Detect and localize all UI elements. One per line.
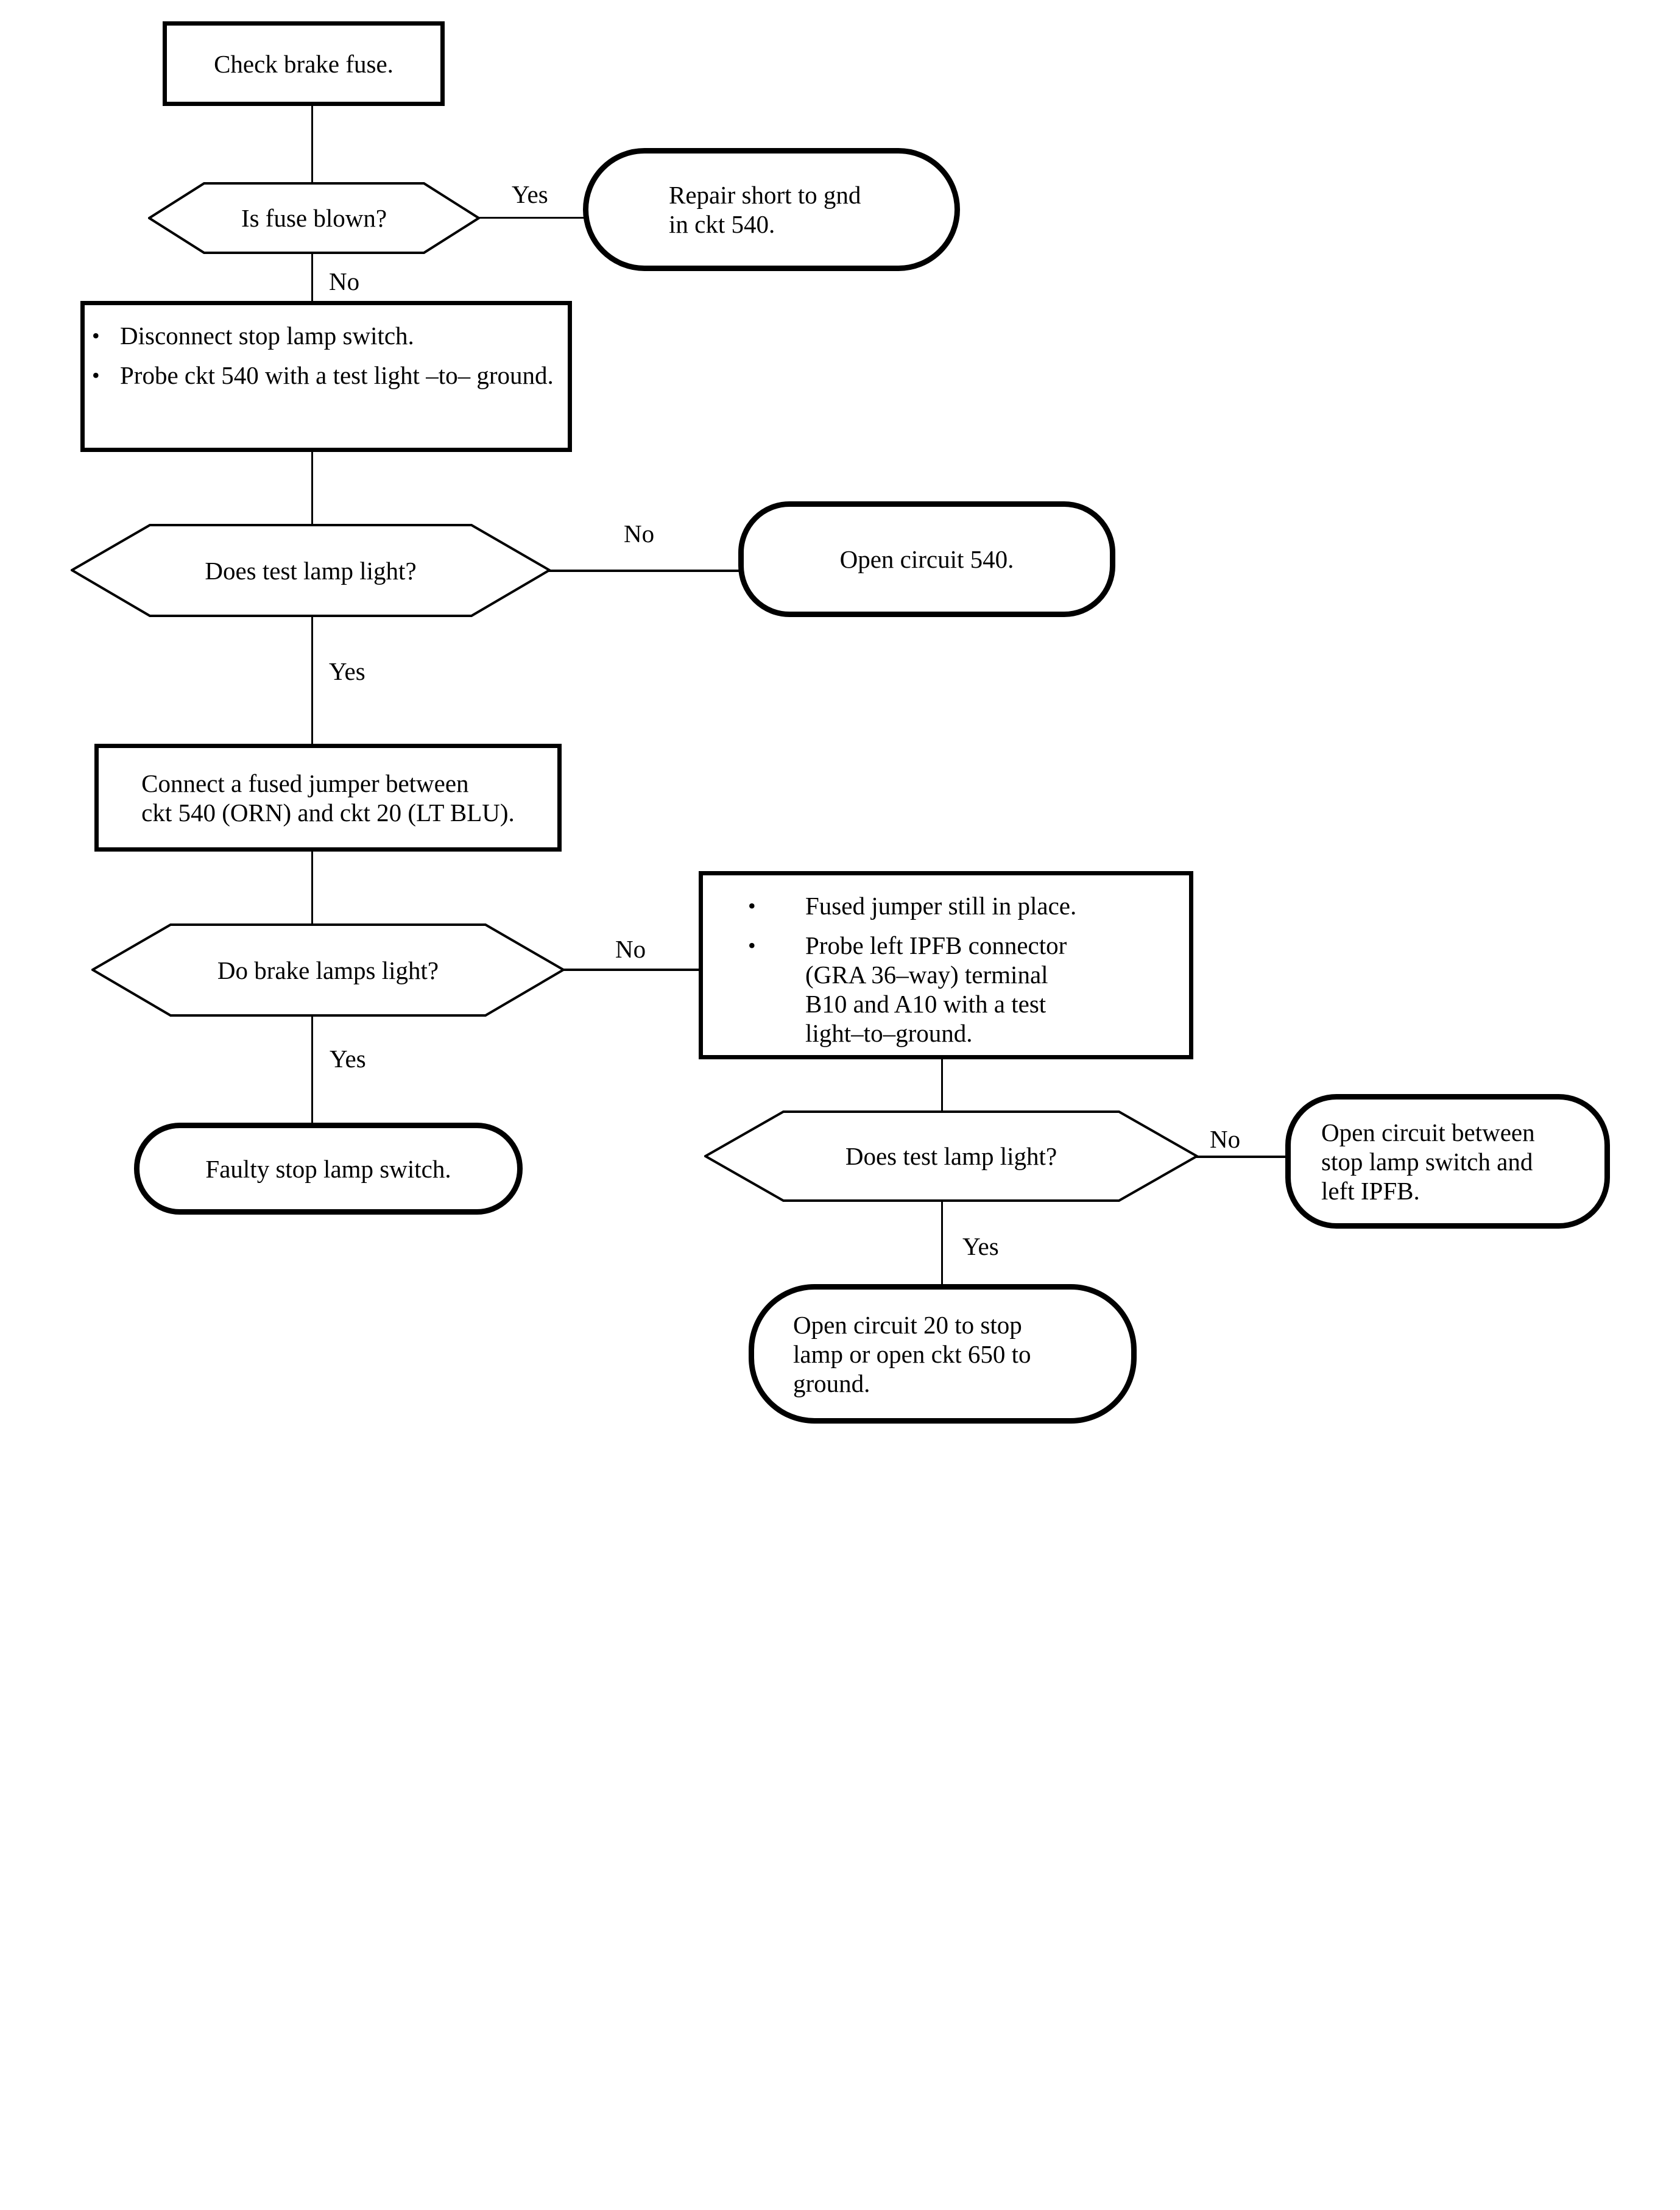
- connector-no-to-action2: [562, 969, 701, 971]
- terminal-repair-short-line1: Repair short to gnd: [669, 181, 861, 209]
- decision-does-test-lamp-light-1-label: Does test lamp light?: [205, 556, 417, 585]
- action2-bullet2-line1: Probe left IPFB connector: [805, 931, 1067, 959]
- connector-yes-to-jumper: [311, 615, 313, 746]
- terminal-open-circuit-20: [749, 1284, 1137, 1424]
- action2-bullet2-line4: light–to–ground.: [805, 1019, 973, 1047]
- yes-label-test-lamp-2: Yes: [962, 1232, 999, 1260]
- terminal-faulty-stop-lamp-switch-label: Faulty stop lamp switch.: [205, 1154, 451, 1183]
- connector-no-to-open-between: [1196, 1156, 1288, 1158]
- terminal-open-circuit-20-line2: lamp or open ckt 650 to: [793, 1340, 1031, 1368]
- terminal-open-circuit-between-line2: stop lamp switch and: [1321, 1147, 1533, 1176]
- action-connect-jumper: [94, 744, 562, 852]
- bullet-icon: •: [748, 933, 756, 958]
- decision-do-brake-lamps-light: [91, 923, 565, 1017]
- action-connect-jumper-line1: Connect a fused jumper between: [141, 769, 469, 797]
- bullet-icon: •: [92, 323, 100, 348]
- bullet-icon: •: [748, 894, 756, 918]
- connector-no-to-action1: [311, 253, 313, 303]
- yes-label-fuse-blown: Yes: [512, 180, 548, 208]
- decision-do-brake-lamps-light-label: Do brake lamps light?: [217, 956, 439, 984]
- connector-jumper-to-brake-lamps: [311, 849, 313, 927]
- terminal-open-circuit-540: [738, 501, 1115, 617]
- terminal-repair-short-line2: in ckt 540.: [669, 210, 775, 238]
- action-disconnect-and-probe: [80, 301, 572, 452]
- yes-label-test-lamp-1: Yes: [329, 657, 365, 685]
- bullet-item: [748, 931, 1189, 1048]
- terminal-repair-short: [583, 148, 960, 271]
- connector-action2-to-test-lamp2: [941, 1057, 943, 1114]
- bullet-icon: •: [92, 363, 100, 387]
- yes-label-brake-lamps: Yes: [330, 1045, 366, 1073]
- terminal-open-circuit-between-line3: left IPFB.: [1321, 1176, 1420, 1205]
- action1-bullet2-text: Probe ckt 540 with a test light –to– ground.: [120, 361, 554, 389]
- action2-bullet2-line3: B10 and A10 with a test: [805, 990, 1046, 1018]
- terminal-open-circuit-between: [1285, 1094, 1610, 1229]
- terminal-open-circuit-between-line1: Open circuit between: [1321, 1118, 1535, 1146]
- bullet-item: [92, 321, 564, 350]
- bullet-item: [748, 891, 1189, 920]
- connector-action1-to-test-lamp1: [311, 450, 313, 528]
- decision-is-fuse-blown-label: Is fuse blown?: [241, 204, 387, 232]
- decision-is-fuse-blown: [148, 182, 480, 254]
- no-label-brake-lamps: No: [615, 935, 646, 963]
- action-connect-jumper-line2: ckt 540 (ORN) and ckt 20 (LT BLU).: [141, 798, 515, 827]
- action1-bullet1-text: Disconnect stop lamp switch.: [120, 322, 414, 350]
- action-probe-ipfb: [699, 871, 1193, 1059]
- terminal-faulty-stop-lamp-switch: [134, 1123, 523, 1215]
- no-label-test-lamp-2: No: [1210, 1125, 1241, 1153]
- connector-yes-to-open-circuit-20: [941, 1200, 943, 1287]
- action2-bullet2-line2: (GRA 36–way) terminal: [805, 961, 1048, 989]
- connector-no-to-open-540: [548, 570, 741, 572]
- terminal-open-circuit-540-label: Open circuit 540.: [839, 545, 1014, 573]
- start-node-label: Check brake fuse.: [214, 49, 394, 78]
- decision-does-test-lamp-light-2: [704, 1110, 1198, 1202]
- terminal-open-circuit-20-line3: ground.: [793, 1369, 870, 1397]
- connector-yes-to-repair-short: [479, 217, 585, 219]
- connector-yes-to-faulty-switch: [311, 1015, 313, 1125]
- action2-bullet1-text: Fused jumper still in place.: [805, 892, 1077, 920]
- decision-does-test-lamp-light-1: [71, 524, 551, 617]
- connector-start-to-fuse-blown: [311, 106, 313, 186]
- start-node: [163, 21, 445, 106]
- no-label-test-lamp-1: No: [624, 520, 655, 548]
- terminal-open-circuit-20-line1: Open circuit 20 to stop: [793, 1310, 1022, 1339]
- decision-does-test-lamp-light-2-label: Does test lamp light?: [845, 1142, 1057, 1170]
- bullet-item: [92, 361, 564, 390]
- no-label-fuse-blown: No: [329, 267, 360, 295]
